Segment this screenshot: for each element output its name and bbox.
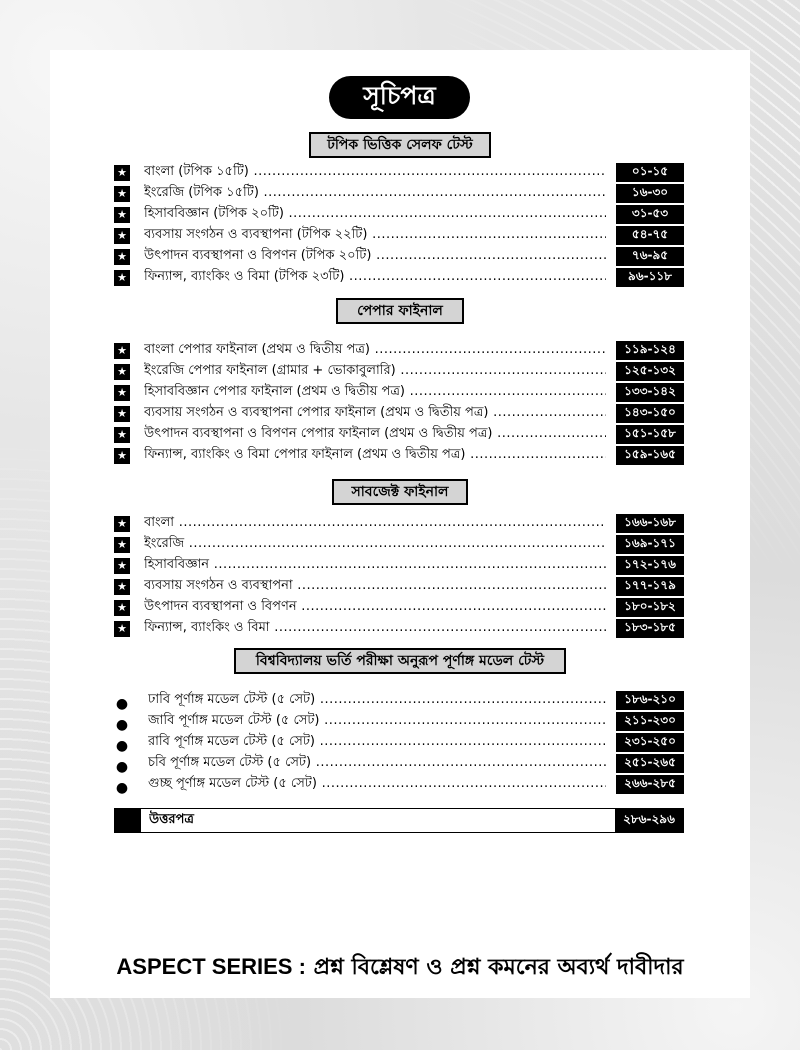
- list-item[interactable]: [114, 246, 684, 267]
- star-icon: ★: [114, 427, 130, 443]
- star-icon: ★: [114, 537, 130, 553]
- page-range: ২৫১-২৬৫: [616, 754, 684, 773]
- list-item[interactable]: [114, 753, 684, 774]
- page-range: ০১-১৫: [616, 163, 684, 182]
- answer-label: উত্তরপত্র: [149, 812, 194, 827]
- page-range: ১৬৬-১৬৮: [616, 514, 684, 533]
- list-item[interactable]: [114, 597, 684, 618]
- item-label: ঢাবি পূর্ণাঙ্গ মডেল টেস্ট (৫ সেট) .....: [148, 690, 606, 711]
- list-item[interactable]: [114, 225, 684, 246]
- page-range: ১৭২-১৭৬: [616, 556, 684, 575]
- star-icon: ★: [114, 406, 130, 422]
- list-item[interactable]: [114, 424, 684, 445]
- list-item[interactable]: [114, 732, 684, 753]
- section-list-paper-final: [114, 340, 684, 466]
- item-label: ফিন্যান্স, ব্যাংকিং ও বিমা .....: [144, 618, 606, 639]
- star-icon: ★: [114, 621, 130, 637]
- list-item[interactable]: [114, 774, 684, 795]
- series-name: ASPECT SERIES :: [116, 954, 306, 979]
- page-range: ১৮০-১৮২: [616, 598, 684, 617]
- star-icon: ★: [114, 600, 130, 616]
- section-heading-subject-final: সাবজেক্ট ফাইনাল: [332, 479, 468, 505]
- list-item[interactable]: [114, 576, 684, 597]
- page-title: সূচিপত্র: [329, 76, 470, 119]
- answer-marker: [115, 809, 141, 832]
- item-label: হিসাববিজ্ঞান (টপিক ২০টি) .....: [144, 204, 606, 225]
- item-label: গুচ্ছ পূর্ণাঙ্গ মডেল টেস্ট (৫ সেট) .....: [148, 774, 606, 795]
- dot-icon: ●: [115, 716, 129, 733]
- page-range: ১৬৯-১৭১: [616, 535, 684, 554]
- section-heading-paper-final: পেপার ফাইনাল: [336, 298, 464, 324]
- star-icon: ★: [114, 579, 130, 595]
- list-item[interactable]: [114, 690, 684, 711]
- list-item[interactable]: [114, 555, 684, 576]
- list-item[interactable]: [114, 534, 684, 555]
- page-range: ৩১-৫৩: [616, 205, 684, 224]
- star-icon: ★: [114, 270, 130, 286]
- star-icon: ★: [114, 249, 130, 265]
- item-label: বাংলা .....: [144, 513, 606, 534]
- list-item[interactable]: [114, 340, 684, 361]
- star-icon: ★: [114, 186, 130, 202]
- section-list-topic-self-test: [114, 162, 684, 288]
- page-range: ১৭৭-১৭৯: [616, 577, 684, 596]
- section-list-subject-final: [114, 513, 684, 639]
- star-icon: ★: [114, 165, 130, 181]
- page-range: ১৫৯-১৬৫: [616, 446, 684, 465]
- list-item[interactable]: [114, 711, 684, 732]
- item-label: উৎপাদন ব্যবস্থাপনা ও বিপণন (টপিক ২০টি) .....: [144, 246, 606, 267]
- dot-icon: ●: [115, 779, 129, 796]
- item-label: রাবি পূর্ণাঙ্গ মডেল টেস্ট (৫ সেট) .....: [148, 732, 606, 753]
- series-tagline: প্রশ্ন বিশ্লেষণ ও প্রশ্ন কমনের অব্যর্থ দাবীদার: [313, 955, 684, 980]
- page-range: ১৪৩-১৫০: [616, 404, 684, 423]
- item-label: উৎপাদন ব্যবস্থাপনা ও বিপণন পেপার ফাইনাল (প্রথম ও দ্বিতীয় পত্র) .....: [144, 424, 606, 445]
- item-label: হিসাববিজ্ঞান .....: [144, 555, 606, 576]
- dot-icon: ●: [115, 737, 129, 754]
- star-icon: ★: [114, 343, 130, 359]
- page-range: ২৬৬-২৮৫: [616, 775, 684, 794]
- list-item[interactable]: [114, 204, 684, 225]
- list-item[interactable]: [114, 403, 684, 424]
- dot-icon: ●: [115, 695, 129, 712]
- answer-sheet-row[interactable]: [114, 808, 684, 833]
- list-item[interactable]: [114, 445, 684, 466]
- section-heading-topic-self-test: টপিক ভিত্তিক সেলফ টেস্ট: [309, 132, 491, 158]
- page-range: ৭৬-৯৫: [616, 247, 684, 266]
- section-heading-university-model-test: বিশ্ববিদ্যালয় ভর্তি পরীক্ষা অনুরূপ পূর্ণাঙ্গ মডেল টেস্ট: [234, 648, 566, 674]
- contents-page: [50, 50, 750, 998]
- item-label: ইংরেজি (টপিক ১৫টি) .....: [144, 183, 606, 204]
- page-range: ৯৬-১১৮: [616, 268, 684, 287]
- section-list-university-model-test: [114, 690, 684, 795]
- page-range: ১৫১-১৫৮: [616, 425, 684, 444]
- page-range: ১৬-৩০: [616, 184, 684, 203]
- list-item[interactable]: [114, 618, 684, 639]
- list-item[interactable]: [114, 183, 684, 204]
- item-label: উৎপাদন ব্যবস্থাপনা ও বিপণন .....: [144, 597, 606, 618]
- item-label: ব্যবসায় সংগঠন ও ব্যবস্থাপনা (টপিক ২২টি) .....: [144, 225, 606, 246]
- star-icon: ★: [114, 228, 130, 244]
- page-range: ২৩১-২৫০: [616, 733, 684, 752]
- list-item[interactable]: [114, 513, 684, 534]
- star-icon: ★: [114, 385, 130, 401]
- item-label: ইংরেজি .....: [144, 534, 606, 555]
- star-icon: ★: [114, 558, 130, 574]
- star-icon: ★: [114, 448, 130, 464]
- list-item[interactable]: [114, 382, 684, 403]
- item-label: ফিন্যান্স, ব্যাংকিং ও বিমা (টপিক ২৩টি) .....: [144, 267, 606, 288]
- dot-icon: ●: [115, 758, 129, 775]
- item-label: ফিন্যান্স, ব্যাংকিং ও বিমা পেপার ফাইনাল (প্রথম ও দ্বিতীয় পত্র) .....: [144, 445, 606, 466]
- page-range: ১১৯-১২৪: [616, 341, 684, 360]
- page-range: ১৮৩-১৮৫: [616, 619, 684, 638]
- item-label: ব্যবসায় সংগঠন ও ব্যবস্থাপনা .....: [144, 576, 606, 597]
- list-item[interactable]: [114, 267, 684, 288]
- star-icon: ★: [114, 207, 130, 223]
- item-label: ব্যবসায় সংগঠন ও ব্যবস্থাপনা পেপার ফাইনাল (প্রথম ও দ্বিতীয় পত্র) .....: [144, 403, 606, 424]
- star-icon: ★: [114, 364, 130, 380]
- item-label: ইংরেজি পেপার ফাইনাল (গ্রামার + ভোকাবুলারি) .....: [144, 361, 606, 382]
- item-label: হিসাববিজ্ঞান পেপার ফাইনাল (প্রথম ও দ্বিতীয় পত্র) .....: [144, 382, 606, 403]
- item-label: বাংলা (টপিক ১৫টি) .....: [144, 162, 606, 183]
- item-label: জাবি পূর্ণাঙ্গ মডেল টেস্ট (৫ সেট) .....: [148, 711, 606, 732]
- page-range: ১২৫-১৩২: [616, 362, 684, 381]
- answer-page-range: ২৮৬-২৯৬: [615, 809, 683, 832]
- list-item[interactable]: [114, 162, 684, 183]
- item-label: চবি পূর্ণাঙ্গ মডেল টেস্ট (৫ সেট) .....: [148, 753, 606, 774]
- series-footer: [50, 950, 750, 987]
- item-label: বাংলা পেপার ফাইনাল (প্রথম ও দ্বিতীয় পত্র) .....: [144, 340, 606, 361]
- list-item[interactable]: [114, 361, 684, 382]
- page-range: ৫৪-৭৫: [616, 226, 684, 245]
- page-range: ১৩৩-১৪২: [616, 383, 684, 402]
- page-range: ২১১-২৩০: [616, 712, 684, 731]
- star-icon: ★: [114, 516, 130, 532]
- page-range: ১৮৬-২১০: [616, 691, 684, 710]
